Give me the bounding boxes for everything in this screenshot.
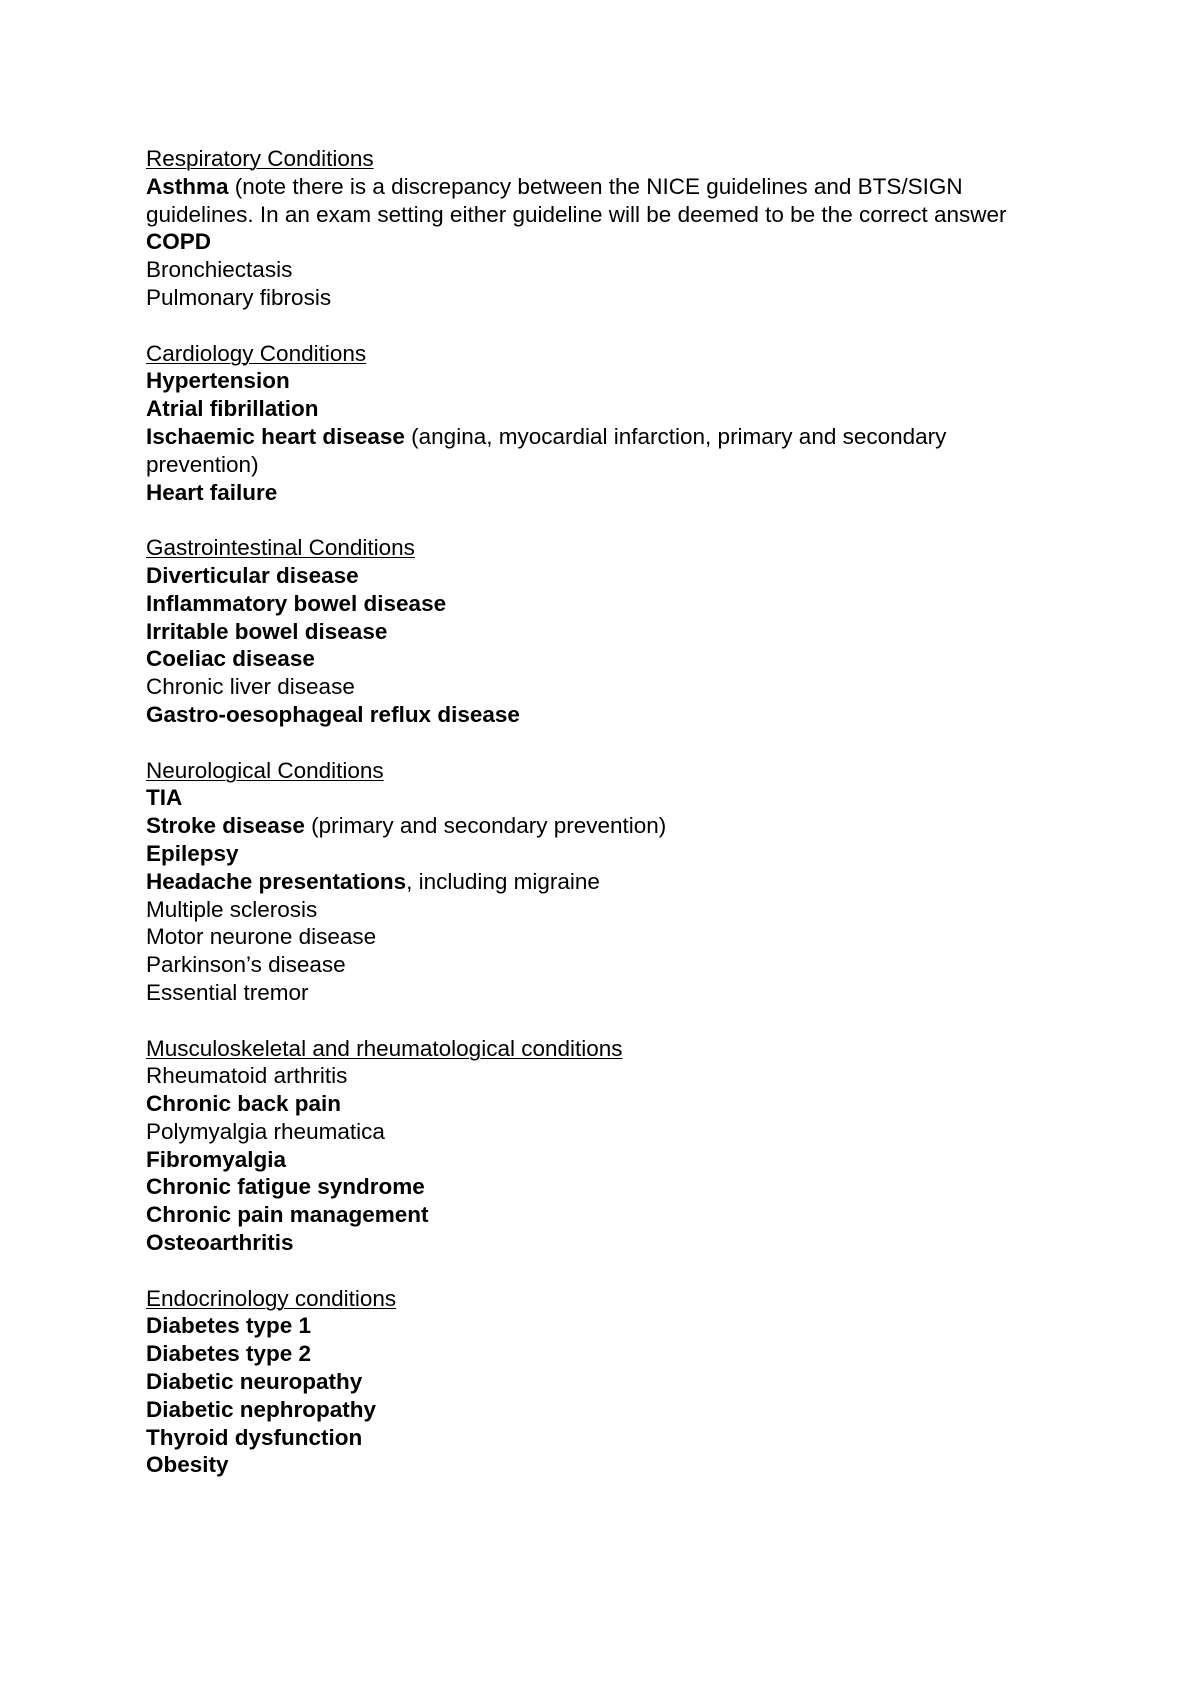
list-item (146, 367, 1046, 395)
item-bold-text: Stroke disease (146, 813, 305, 839)
section-musculoskeletal (146, 1035, 1046, 1257)
list-item (146, 590, 1046, 618)
item-bold-text: Obesity (146, 1452, 229, 1478)
section-heading: Endocrinology conditions (146, 1285, 397, 1311)
item-bold-text: Gastro-oesophageal reflux disease (146, 701, 520, 727)
list-item (146, 979, 1046, 1007)
list-item (146, 173, 1046, 229)
section-heading: Respiratory Conditions (146, 146, 374, 171)
item-bold-text: Coeliac disease (146, 646, 315, 672)
item-bold-text: Diverticular disease (146, 562, 359, 588)
list-item (146, 645, 1046, 673)
item-text: , including migraine (406, 868, 600, 894)
list-item (146, 256, 1046, 284)
section-heading: Gastrointestinal Conditions (146, 535, 415, 561)
list-item (146, 1229, 1046, 1257)
item-bold-text: COPD (146, 229, 212, 255)
item-text: Bronchiectasis (146, 257, 293, 283)
list-item (146, 1090, 1046, 1118)
item-bold-text: Irritable bowel disease (146, 618, 388, 644)
section-heading: Musculoskeletal and rheumatological conditions (146, 1035, 623, 1061)
list-item (146, 618, 1046, 646)
list-item (146, 1396, 1046, 1424)
item-bold-text: Osteoarthritis (146, 1230, 294, 1256)
list-item (146, 701, 1046, 729)
list-item (146, 1173, 1046, 1201)
list-item (146, 1062, 1046, 1090)
item-bold-text: Atrial fibrillation (146, 396, 319, 422)
list-item (146, 868, 1046, 896)
item-bold-text: Heart failure (146, 479, 278, 505)
item-bold-text: Chronic pain management (146, 1202, 429, 1228)
list-item (146, 673, 1046, 701)
item-bold-text: Diabetes type 1 (146, 1313, 312, 1339)
item-bold-text: Ischaemic heart disease (146, 423, 405, 449)
item-bold-text: Hypertension (146, 368, 290, 394)
list-item (146, 812, 1046, 840)
document-page (146, 145, 1046, 1507)
item-text: Rheumatoid arthritis (146, 1063, 348, 1089)
list-item (146, 284, 1046, 312)
item-bold-text: Fibromyalgia (146, 1146, 287, 1172)
list-item (146, 228, 1046, 256)
item-bold-text: Inflammatory bowel disease (146, 590, 447, 616)
section-respiratory (146, 145, 1046, 312)
list-item (146, 784, 1046, 812)
item-bold-text: Epilepsy (146, 840, 239, 866)
item-text: Parkinson’s disease (146, 952, 346, 978)
list-item (146, 423, 1046, 479)
item-bold-text: Thyroid dysfunction (146, 1424, 363, 1450)
item-bold-text: Chronic back pain (146, 1091, 342, 1117)
item-bold-text: Chronic fatigue syndrome (146, 1174, 425, 1200)
item-text: Pulmonary fibrosis (146, 284, 332, 310)
item-bold-text: Diabetes type 2 (146, 1341, 312, 1367)
section-neurological (146, 757, 1046, 1007)
list-item (146, 840, 1046, 868)
item-text: Multiple sclerosis (146, 896, 318, 922)
list-item (146, 1424, 1046, 1452)
list-item (146, 479, 1046, 507)
item-text: (primary and secondary prevention) (304, 813, 667, 839)
item-text: Chronic liver disease (146, 674, 355, 700)
item-text: (angina, myocardial infarction, primary and secondary prevention) (146, 423, 947, 477)
section-gastrointestinal (146, 534, 1046, 729)
item-text: Essential tremor (146, 979, 309, 1005)
list-item (146, 1201, 1046, 1229)
item-text: Polymyalgia rheumatica (146, 1118, 385, 1144)
item-bold-text: Asthma (146, 173, 229, 199)
section-heading: Neurological Conditions (146, 757, 384, 783)
list-item (146, 1340, 1046, 1368)
list-item (146, 1312, 1046, 1340)
list-item (146, 1118, 1046, 1146)
item-bold-text: Diabetic neuropathy (146, 1369, 363, 1395)
list-item (146, 1146, 1046, 1174)
item-bold-text: Diabetic nephropathy (146, 1396, 377, 1422)
list-item (146, 1368, 1046, 1396)
item-bold-text: TIA (146, 785, 183, 811)
section-cardiology (146, 340, 1046, 507)
list-item (146, 1451, 1046, 1479)
item-bold-text: Headache presentations (146, 868, 407, 894)
list-item (146, 395, 1046, 423)
list-item (146, 923, 1046, 951)
list-item (146, 562, 1046, 590)
item-text: (note there is a discrepancy between the NICE guidelines and BTS/SIGN guidelines. In an exam setting either guideline will be deemed to be the correct answer (146, 173, 1007, 227)
list-item (146, 896, 1046, 924)
section-endocrinology (146, 1285, 1046, 1480)
section-heading: Cardiology Conditions (146, 340, 367, 366)
item-text: Motor neurone disease (146, 924, 377, 950)
list-item (146, 951, 1046, 979)
